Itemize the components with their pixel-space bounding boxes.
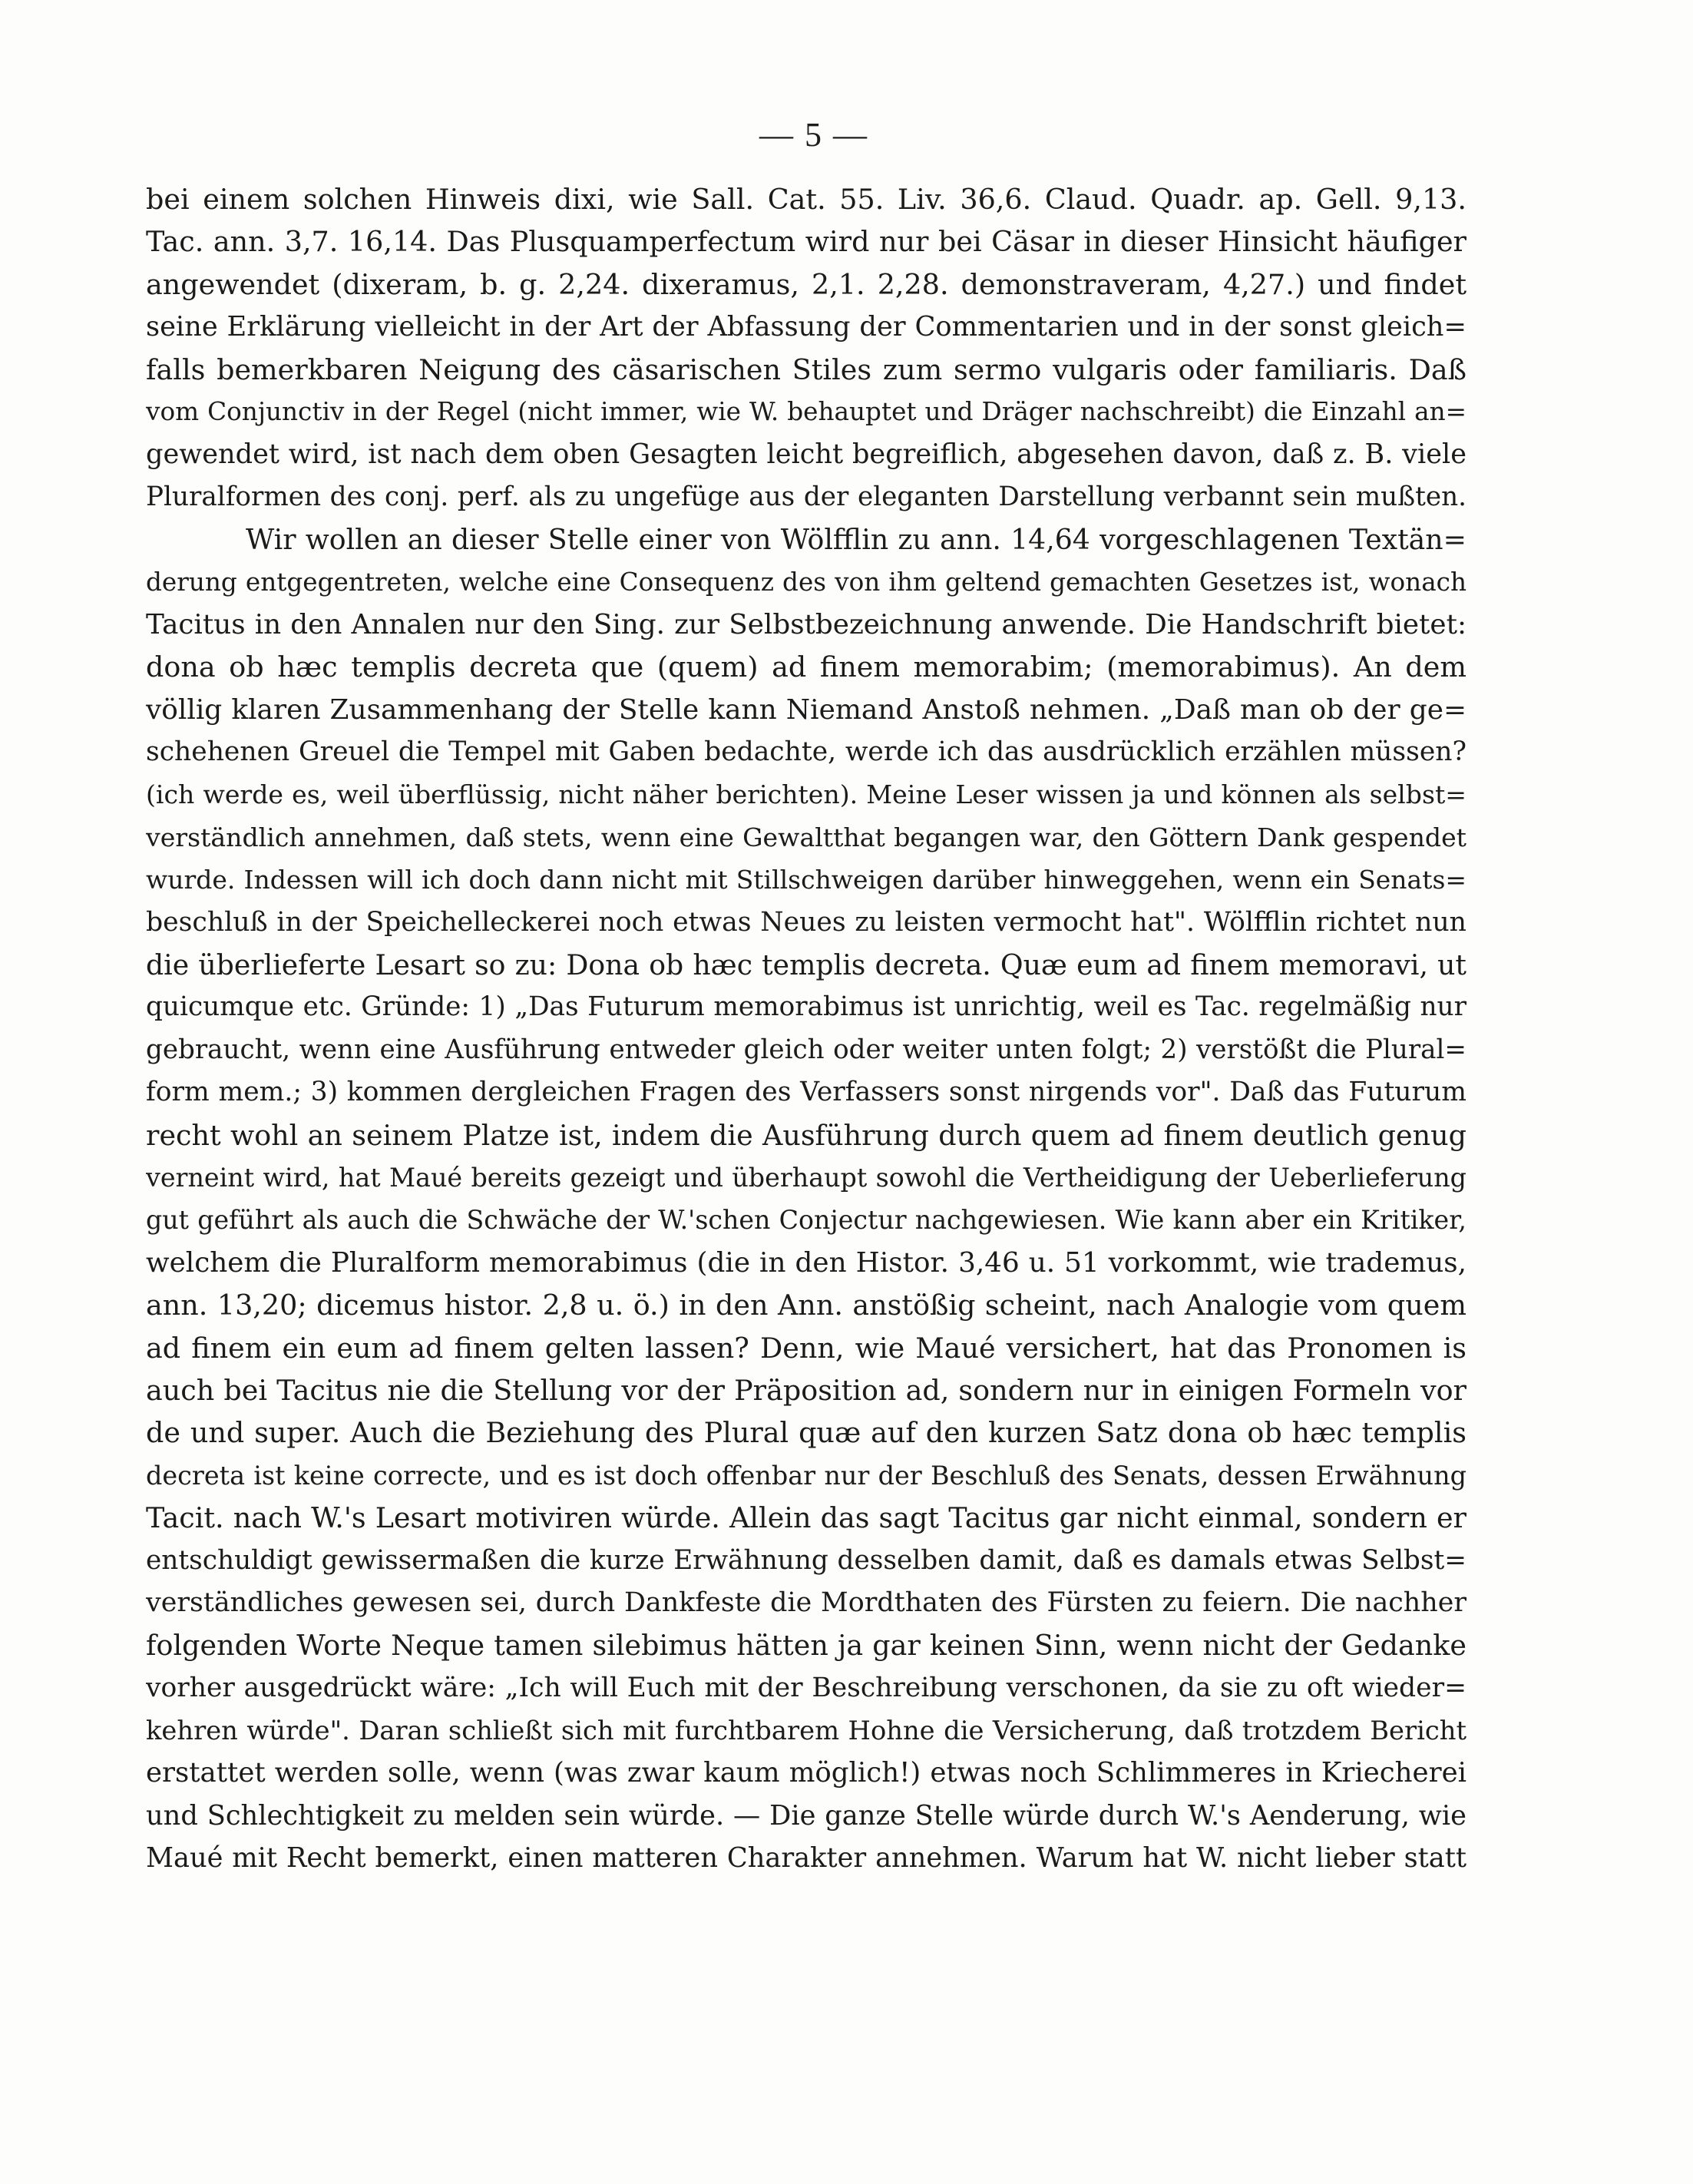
text-line: (ich werde es, weil überflüssig, nicht näher berichten). Meine Leser wissen ja und können als selbst= — [146, 779, 1466, 810]
text-line: decreta ist keine correcte, und es ist doch offenbar nur der Beschluß des Senats, dessen Erwähnung — [146, 1460, 1466, 1491]
text-line: auch bei Tacitus nie die Stellung vor der Präposition ad, sondern nur in einigen Formeln vor — [146, 1373, 1466, 1407]
text-line: angewendet (dixeram, b. g. 2,24. dixeramus, 2,1. 2,28. demonstraveram, 4,27.) und findet — [146, 267, 1466, 301]
text-line: wurde. Indessen will ich doch dann nicht mit Stillschweigen darüber hinweggehen, wenn ein Senats= — [146, 865, 1466, 895]
text-line: ad finem ein eum ad finem gelten lassen? Denn, wie Maué versichert, hat das Pronomen is — [146, 1331, 1466, 1365]
text-line: Tac. ann. 3,7. 16,14. Das Plusquamperfectum wird nur bei Cäsar in dieser Hinsicht häufiger — [146, 225, 1466, 259]
text-line: form mem.; 3) kommen dergleichen Fragen des Verfassers sonst nirgends vor". Daß das Futurum — [146, 1077, 1466, 1108]
text-line: Tacit. nach W.'s Lesart motiviren würde. Allein das sagt Tacitus gar nicht einmal, sondern er — [146, 1501, 1466, 1535]
text-line: beschluß in der Speichelleckerei noch etwas Neues zu leisten vermocht hat". Wölfflin richtet nun — [146, 906, 1466, 938]
text-line: verständliches gewesen sei, durch Dankfeste die Mordthaten des Fürsten zu feiern. Die nachher — [146, 1587, 1466, 1618]
text-line: kehren würde". Daran schließt sich mit furchtbarem Hohne die Versicherung, daß trotzdem Bericht — [146, 1716, 1466, 1746]
text-line: Wir wollen an dieser Stelle einer von Wölfflin zu ann. 14,64 vorgeschlagenen Textän= — [246, 523, 1466, 557]
text-line: verständlich annehmen, daß stets, wenn eine Gewaltthat begangen war, den Göttern Dank gespendet — [146, 822, 1466, 852]
text-line: gut geführt als auch die Schwäche der W.'schen Conjectur nachgewiesen. Wie kann aber ein Kritiker, — [146, 1205, 1466, 1236]
text-line: erstattet werden solle, wenn (was zwar kaum möglich!) etwas noch Schlimmeres in Kriecherei — [146, 1757, 1466, 1789]
text-line: dona ob hæc templis decreta que (quem) ad finem memorabim; (memorabimus). An dem — [146, 650, 1466, 684]
text-line: und Schlechtigkeit zu melden sein würde. — Die ganze Stelle würde durch W.'s Aenderung, wie — [146, 1799, 1466, 1832]
text-line: verneint wird, hat Maué bereits gezeigt und überhaupt sowohl die Vertheidigung der Ueberlieferung — [146, 1162, 1466, 1193]
page-number: — 5 — — [759, 116, 868, 154]
text-line: de und super. Auch die Beziehung des Plural quæ auf den kurzen Satz dona ob hæc templis — [146, 1416, 1466, 1450]
text-line: recht wohl an seinem Platze ist, indem die Ausführung durch quem ad finem deutlich genug — [146, 1118, 1466, 1152]
text-line: vorher ausgedrückt wäre: „Ich will Euch mit der Beschreibung verschonen, da sie zu oft wieder= — [146, 1672, 1466, 1703]
text-line: völlig klaren Zusammenhang der Stelle kann Niemand Anstoß nehmen. „Daß man ob der ge= — [146, 693, 1466, 726]
text-line: derung entgegentreten, welche eine Consequenz des von ihm geltend gemachten Gesetzes ist, wonach — [146, 567, 1466, 597]
text-line: Tacitus in den Annalen nur den Sing. zur Selbstbezeichnung anwende. Die Handschrift bietet: — [146, 608, 1466, 640]
text-line: bei einem solchen Hinweis dixi, wie Sall. Cat. 55. Liv. 36,6. Claud. Quadr. ap. Gell. 9,13. — [146, 183, 1466, 216]
text-line: folgenden Worte Neque tamen silebimus hätten ja gar keinen Sinn, wenn nicht der Gedanke — [146, 1629, 1466, 1663]
body-text — [146, 178, 1466, 1880]
text-line: entschuldigt gewissermaßen die kurze Erwähnung desselben damit, daß es damals etwas Selbst= — [146, 1544, 1466, 1576]
text-line: vom Conjunctiv in der Regel (nicht immer, wie W. behauptet und Dräger nachschreibt) die Einzahl an= — [146, 396, 1466, 426]
text-line: ann. 13,20; dicemus histor. 2,8 u. ö.) in den Ann. anstößig scheint, nach Analogie vom quem — [146, 1289, 1466, 1322]
text-line: falls bemerkbaren Neigung des cäsarischen Stiles zum sermo vulgaris oder familiaris. Daß — [146, 352, 1466, 386]
text-line: Maué mit Recht bemerkt, einen matteren Charakter annehmen. Warum hat W. nicht lieber statt — [146, 1842, 1466, 1875]
text-line: schehenen Greuel die Tempel mit Gaben bedachte, werde ich das ausdrücklich erzählen müssen? — [146, 736, 1466, 768]
text-line: gebraucht, wenn eine Ausführung entweder gleich oder weiter unten folgt; 2) verstößt die Plural= — [146, 1034, 1466, 1065]
text-line: quicumque etc. Gründe: 1) „Das Futurum memorabimus ist unrichtig, weil es Tac. regelmäßig nur — [146, 991, 1466, 1023]
text-line: welchem die Pluralform memorabimus (die in den Histor. 3,46 u. 51 vorkommt, wie trademus, — [146, 1246, 1466, 1279]
text-line: seine Erklärung vielleicht in der Art der Abfassung der Commentarien und in der sonst gleich= — [146, 311, 1466, 343]
text-line: Pluralformen des conj. perf. als zu ungefüge aus der eleganten Darstellung verbannt sein mußten. — [146, 481, 1466, 512]
text-line: die überlieferte Lesart so zu: Dona ob hæc templis decreta. Quæ eum ad finem memoravi, ut — [146, 948, 1466, 982]
text-line: gewendet wird, ist nach dem oben Gesagten leicht begreiflich, abgesehen davon, daß z. B. viele — [146, 438, 1466, 471]
